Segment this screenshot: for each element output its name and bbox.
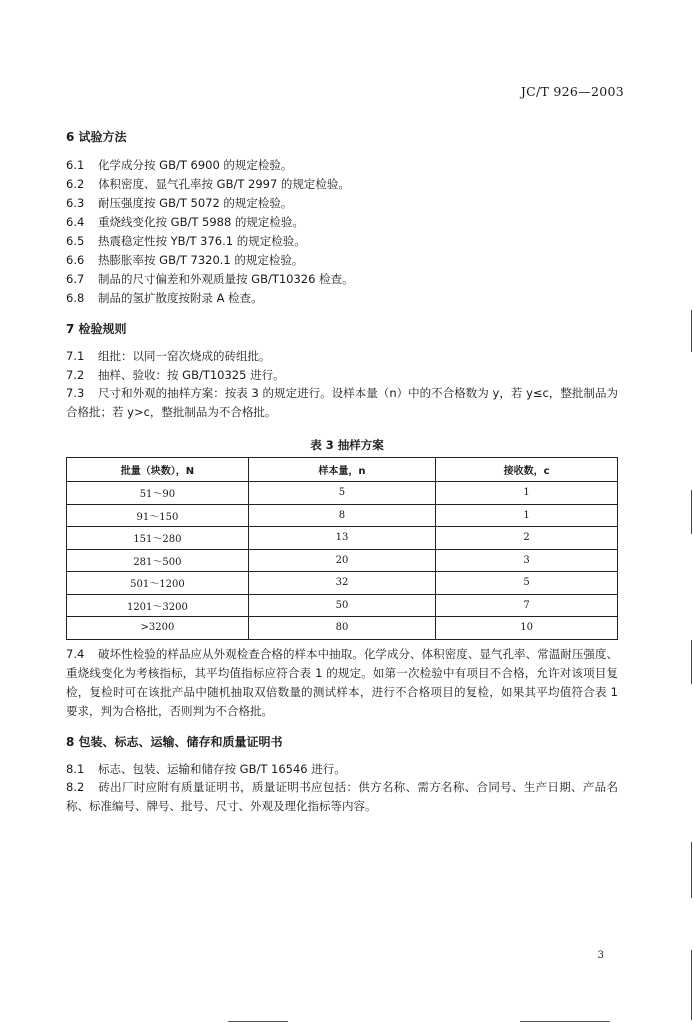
table-row — [67, 482, 618, 505]
clause-text: 制品的尺寸偏差和外观质量按 GB/T10326 检查。 — [98, 272, 354, 286]
clause-7-2 — [66, 367, 285, 383]
sample-size-cell: 8 — [248, 504, 435, 527]
clause-text: 化学成分按 GB/T 6900 的规定检验。 — [98, 158, 293, 172]
clause-number: 6.5 — [66, 234, 85, 248]
sample-size-cell: 50 — [248, 594, 435, 617]
clause-6-7 — [66, 271, 354, 287]
acceptance-cell: 2 — [436, 527, 618, 550]
scan-edge-mark — [691, 842, 692, 898]
table-row — [67, 572, 618, 595]
clause-6-5 — [66, 233, 306, 249]
acceptance-cell: 10 — [436, 617, 618, 640]
clause-text: 尺寸和外观的抽样方案：按表 3 的规定进行。设样本量（n）中的不合格数为 y，若 y≤c，整批制品为合格批；若 y>c，整批制品为不合格批。 — [66, 386, 618, 419]
clause-number: 6.2 — [66, 177, 85, 191]
clause-7-4 — [66, 645, 618, 721]
table-3-caption: 表 3 抽样方案 — [310, 438, 384, 452]
sample-size-cell: 5 — [248, 482, 435, 505]
scan-bottom-mark — [228, 1021, 288, 1022]
sample-size-cell: 20 — [248, 549, 435, 572]
table-row — [67, 617, 618, 640]
section-6-title: 6 试验方法 — [66, 130, 127, 144]
clause-number: 6.6 — [66, 253, 85, 267]
sampling-plan-table — [66, 457, 618, 640]
acceptance-cell: 7 — [436, 594, 618, 617]
clause-6-4 — [66, 214, 304, 230]
lot-size-cell: >3200 — [67, 617, 249, 640]
acceptance-cell: 1 — [436, 482, 618, 505]
acceptance-cell: 5 — [436, 572, 618, 595]
clause-number: 6.4 — [66, 215, 85, 229]
clause-number: 7.1 — [66, 349, 85, 363]
sample-size-cell: 80 — [248, 617, 435, 640]
section-8-title: 8 包装、标志、运输、储存和质量证明书 — [66, 735, 283, 749]
clause-6-6 — [66, 252, 303, 268]
scan-edge-mark — [691, 490, 692, 534]
clause-text: 制品的氢扩散度按附录 A 检查。 — [98, 291, 263, 305]
clause-7-1 — [66, 348, 271, 364]
clause-8-2 — [66, 778, 618, 816]
lot-size-cell: 501～1200 — [67, 572, 249, 595]
clause-6-3 — [66, 195, 292, 211]
scan-edge-mark — [691, 640, 692, 684]
table-row — [67, 594, 618, 617]
header-acceptance-number: 接收数，c — [436, 458, 618, 482]
page-number: 3 — [597, 950, 604, 961]
sample-size-cell: 32 — [248, 572, 435, 595]
clause-6-2 — [66, 176, 350, 192]
table-header-row — [67, 458, 618, 482]
lot-size-cell: 281～500 — [67, 549, 249, 572]
clause-text: 热震稳定性按 YB/T 376.1 的规定检验。 — [98, 234, 306, 248]
header-lot-size: 批量（块数），N — [67, 458, 249, 482]
acceptance-cell: 3 — [436, 549, 618, 572]
lot-size-cell: 1201～3200 — [67, 594, 249, 617]
sample-size-cell: 13 — [248, 527, 435, 550]
standard-code-header: JC/T 926—2003 — [520, 84, 624, 99]
clause-6-1 — [66, 157, 292, 173]
table-row — [67, 549, 618, 572]
lot-size-cell: 51～90 — [67, 482, 249, 505]
clause-text: 体积密度、显气孔率按 GB/T 2997 的规定检验。 — [98, 177, 350, 191]
clause-number: 6.8 — [66, 291, 85, 305]
clause-number: 7.2 — [66, 368, 85, 382]
table-row — [67, 527, 618, 550]
lot-size-cell: 91～150 — [67, 504, 249, 527]
scan-edge-mark — [691, 310, 692, 352]
clause-text: 破坏性检验的样品应从外观检查合格的样本中抽取。化学成分、体积密度、显气孔率、常温耐压强度、重烧线变化为考核指标，其平均值指标应符合表 1 的规定。如第一次检验中有项目不合格，允许对该项目复检，复检时可在该批产品中随机抽取双倍数量的测试样本，进行不合格项目的复检，如果其平均值符合表 1 要求，判为合格批，否则判为不合格批。 — [66, 647, 618, 718]
clause-number: 6.3 — [66, 196, 85, 210]
clause-text: 热膨胀率按 GB/T 7320.1 的规定检验。 — [98, 253, 304, 267]
section-7-title: 7 检验规则 — [66, 322, 127, 336]
clause-number: 8.2 — [66, 780, 85, 794]
acceptance-cell: 1 — [436, 504, 618, 527]
clause-number: 7.3 — [66, 386, 85, 400]
scan-bottom-mark — [520, 1021, 610, 1022]
clause-6-8 — [66, 290, 263, 306]
clause-text: 耐压强度按 GB/T 5072 的规定检验。 — [98, 196, 293, 210]
clause-number: 6.7 — [66, 272, 85, 286]
clause-text: 组批：以同一窑次烧成的砖组批。 — [98, 349, 271, 363]
clause-text: 重烧线变化按 GB/T 5988 的规定检验。 — [98, 215, 304, 229]
clause-number: 6.1 — [66, 158, 85, 172]
clause-7-3 — [66, 384, 618, 422]
clause-text: 标志、包装、运输和储存按 GB/T 16546 进行。 — [98, 762, 346, 776]
clause-text: 砖出厂时应附有质量证明书，质量证明书应包括：供方名称、需方名称、合同号、生产日期、产品名称、标准编号、牌号、批号、尺寸、外观及理化指标等内容。 — [66, 780, 618, 813]
lot-size-cell: 151～280 — [67, 527, 249, 550]
clause-8-1 — [66, 761, 346, 777]
table-row — [67, 504, 618, 527]
clause-number: 8.1 — [66, 762, 85, 776]
clause-text: 抽样、验收：按 GB/T10325 进行。 — [98, 368, 285, 382]
scan-edge-mark — [691, 950, 692, 1020]
clause-number: 7.4 — [66, 647, 85, 661]
header-sample-size: 样本量，n — [248, 458, 435, 482]
